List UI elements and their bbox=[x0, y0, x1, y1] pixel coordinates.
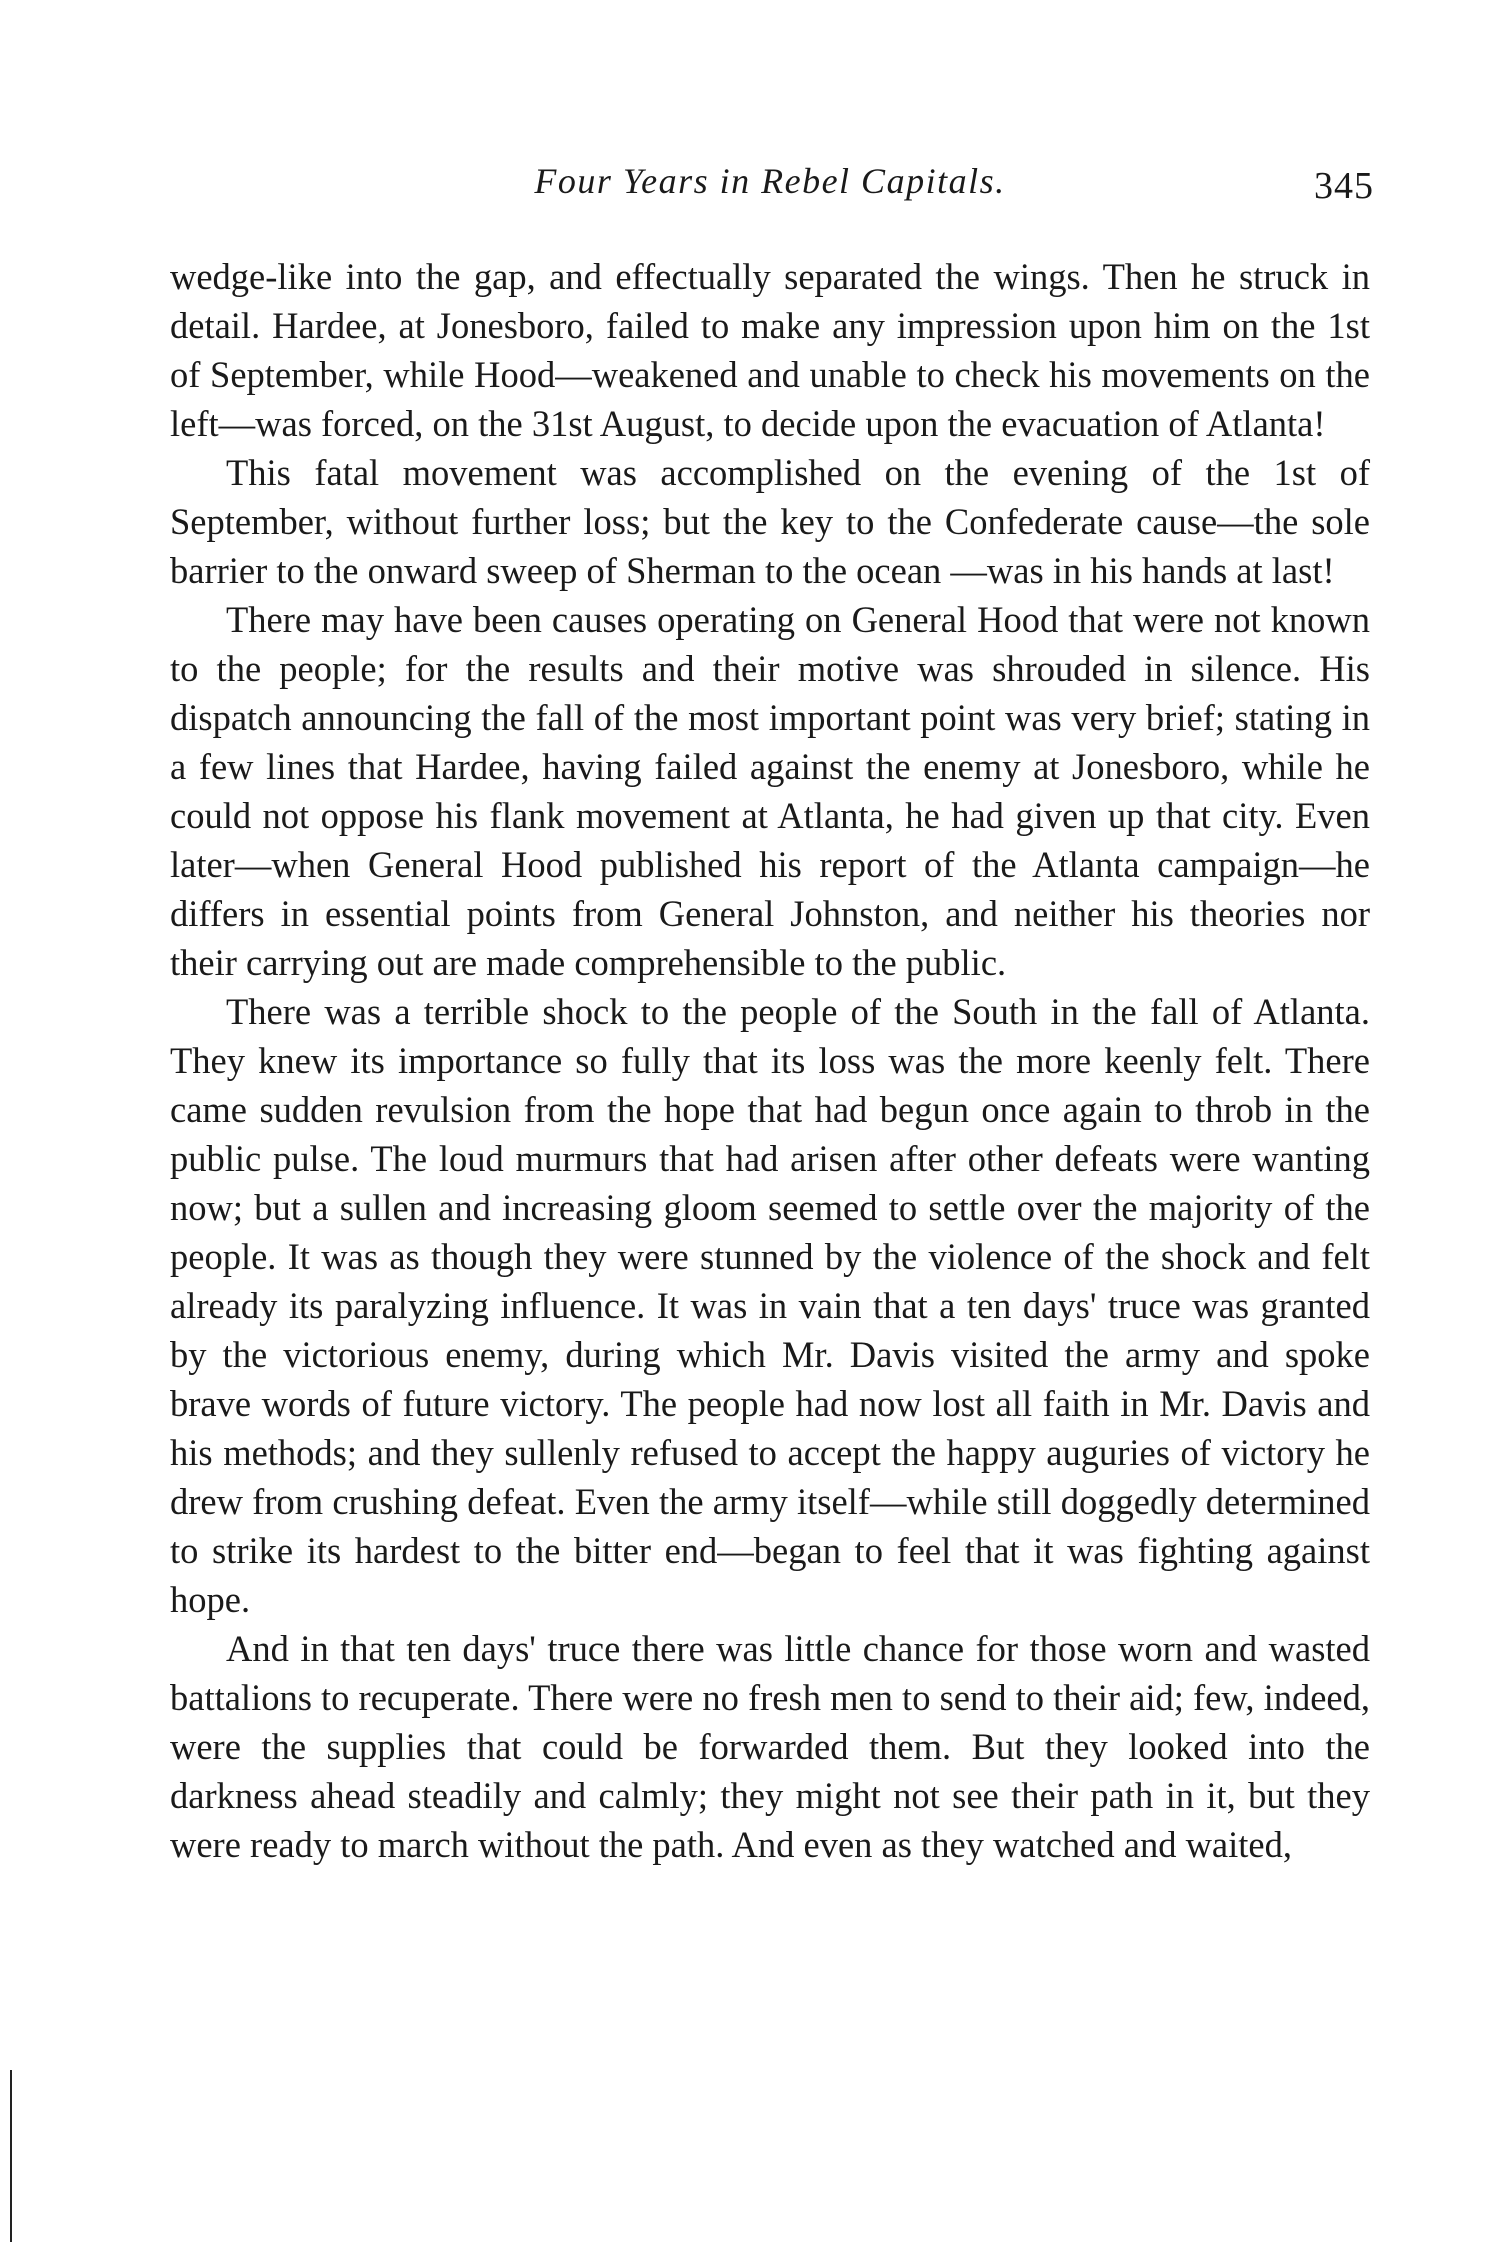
paragraph: And in that ten days' truce there was little chance for those worn and wasted battalions to recuperate. There were no fresh men to send to their aid; few, indeed, were the supplies that could be forwarded them. But they looked into the darkness ahead steadily and calmly; they might not see their path in it, but they were ready to march without the path. And even as they watched and waited, bbox=[170, 1628, 1370, 1865]
paragraph: There was a terrible shock to the people of the South in the fall of Atlanta. They knew its importance so fully that its loss was the more keenly felt. There came sudden revulsion from the hope that had begun once again to throb in the public pulse. The loud murmurs that had arisen after other defeats were wanting now; but a sullen and increasing gloom seemed to settle over the majority of the people. It was as though they were stunned by the violence of the shock and felt already its paralyzing influence. It was in vain that a ten days' truce was granted by the victorious enemy, during which Mr. Davis visited the army and spoke brave words of future victory. The people had now lost all faith in Mr. Davis and his methods; and they sullenly refused to accept the happy auguries of victory he drew from crushing defeat. Even the army itself—while still doggedly determined to strike its hardest to the bitter end—began to feel that it was fighting against hope. bbox=[170, 991, 1370, 1620]
paragraph: There may have been causes operating on General Hood that were not known to the people; for the results and their motive was shrouded in silence. His dispatch announcing the fall of the most important point was very brief; stating in a few lines that Hardee, having failed against the enemy at Jonesboro, while he could not oppose his flank movement at Atlanta, he had given up that city. Even later—when General Hood published his report of the Atlanta campaign—he differs in essential points from General Johnston, and neither his theories nor their carrying out are made comprehensible to the public. bbox=[170, 599, 1370, 983]
page-number: 345 bbox=[1314, 165, 1374, 207]
body-text bbox=[170, 252, 1370, 1869]
scan-edge-rule bbox=[10, 2070, 12, 2242]
running-title: Four Years in Rebel Capitals. bbox=[534, 161, 1006, 201]
paragraph: wedge-like into the gap, and effectually separated the wings. Then he struck in detail. Hardee, at Jonesboro, failed to make any impression upon him on the 1st of September, while Hood—weakened and unable to check his movements on the left—was forced, on the 31st August, to decide upon the evacuation of Atlanta! bbox=[170, 256, 1370, 444]
page-header bbox=[170, 160, 1374, 220]
paragraph: This fatal movement was accomplished on the evening of the 1st of September, without further loss; but the key to the Confederate cause—the sole barrier to the onward sweep of Sherman to the ocean —was in his hands at last! bbox=[170, 452, 1370, 591]
